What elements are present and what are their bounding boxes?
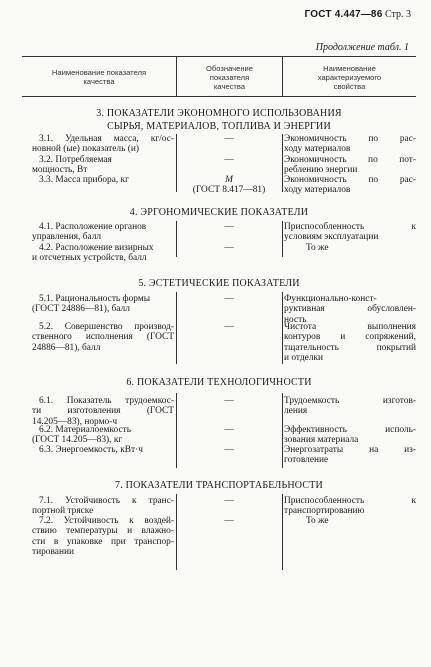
table-row-4-1-name: 4.1. Расположение органов управления, балл: [32, 222, 147, 243]
section-3-divider-2: [282, 134, 283, 192]
table-row-6-3-characteristic: Энергозатраты на из- готовление: [284, 445, 416, 466]
table-row-6-2-designation: —: [224, 425, 234, 435]
table-row-7-1-name: 7.1. Устойчивость к транс- портной тряске: [32, 496, 174, 517]
section-title-3: 3. ПОКАЗАТЕЛИ ЭКОНОМНОГО ИСПОЛЬЗОВАНИЯ СЫРЬЯ, МАТЕРИАЛОВ, ТОПЛИВА И ЭНЕРГИИ: [96, 108, 342, 132]
section-4-divider-2: [282, 221, 283, 257]
table-row-5-1-designation: —: [224, 294, 234, 304]
table-row-5-2-name: 5.2. Совершенство производ- ственного исполнения (ГОСТ 24886—81), балл: [32, 322, 174, 353]
table-row-4-1-designation: —: [224, 222, 234, 232]
section-5-divider-2: [282, 292, 283, 364]
table-row-7-2-characteristic: То же: [306, 516, 329, 526]
table-row-5-2-designation: —: [224, 322, 234, 332]
table-row-7-1-designation: —: [224, 496, 234, 506]
table-row-7-2-name: 7.2. Устойчивость к воздей- ствию температуры и влажно- сти в упаковке при транспор- тировании: [32, 516, 174, 558]
table-row-3-2-designation: —: [224, 155, 234, 165]
table-row-3-2-characteristic: Экономичность по пот- реблению энергии: [284, 155, 416, 176]
section-6-divider-1: [176, 393, 177, 468]
table-row-7-1-characteristic: Приспособленность к транспортированию: [284, 496, 416, 517]
table-row-3-1-characteristic: Экономичность по рас- ходу материалов: [284, 134, 416, 155]
table-row-6-2-characteristic: Эффективность исполь- зования материала: [284, 425, 416, 446]
section-5-divider-1: [176, 292, 177, 364]
page-number: Стр. 3: [384, 9, 411, 20]
table-row-5-1-name: 5.1. Рациональность формы (ГОСТ 24886—81), балл: [32, 294, 151, 315]
section-title-6: 6. ПОКАЗАТЕЛИ ТЕХНОЛОГИЧНОСТИ: [126, 377, 312, 388]
page-header: [305, 9, 411, 20]
table-row-6-3-name: 6.3. Энергоемкость, кВт·ч: [39, 445, 143, 455]
section-7-divider-2: [282, 494, 283, 570]
table-row-4-1-characteristic: Приспособленность к условиям эксплуатации: [284, 222, 416, 243]
table-header-rule: [22, 96, 416, 97]
section-title-5: 5. ЭСТЕТИЧЕСКИЕ ПОКАЗАТЕЛИ: [138, 278, 300, 289]
table-row-7-2-designation: —: [224, 516, 234, 526]
table-row-3-1-designation: —: [224, 134, 234, 144]
section-title-7: 7. ПОКАЗАТЕЛИ ТРАНСПОРТАБЕЛЬНОСТИ: [115, 480, 323, 491]
table-row-3-3-name: 3.3. Масса прибора, кг: [39, 175, 129, 185]
table-row-6-1-characteristic: Трудоемкость изготов- ления: [284, 396, 416, 417]
section-title-4: 4. ЭРГОНОМИЧЕСКИЕ ПОКАЗАТЕЛИ: [129, 207, 309, 218]
column-header-name: Наименование показателя качества: [51, 68, 147, 86]
table-row-5-2-characteristic: Чистота выполнения контуров и сопряжений, тщательность покрытий и отделки: [284, 322, 416, 364]
table-continuation-note: Продолжение табл. 1: [315, 42, 409, 53]
table-row-4-2-designation: —: [224, 243, 234, 253]
table-row-3-1-name: 3.1. Удельная масса, кг/ос- новной (ые) показатель (и): [32, 134, 174, 155]
standard-number: ГОСТ 4.447—86: [304, 9, 383, 20]
table-row-6-3-designation: —: [224, 445, 234, 455]
table-row-4-2-name: 4.2. Расположение визирных и отсчетных устройств, балл: [32, 243, 154, 264]
table-top-rule: [22, 56, 416, 57]
table-row-6-2-name: 6.2. Материалоемкость (ГОСТ 14.205—83), кг: [32, 425, 131, 446]
section-7-divider-1: [176, 494, 177, 570]
table-row-6-1-name: 6.1. Показатель трудоемкос- ти изготовления (ГОСТ 14.205—83), нормо-ч: [32, 396, 174, 427]
column-header-designation: Обозначение показателя качества: [206, 64, 253, 91]
table-row-6-1-designation: —: [224, 396, 234, 406]
table-row-3-2-name: 3.2. Потребляемая мощность, Вт: [32, 155, 112, 176]
table-row-3-3-characteristic: Экономичность по рас- ходу материалов: [284, 175, 416, 196]
section-4-divider-1: [176, 221, 177, 257]
table-row-4-2-characteristic: То же: [306, 243, 329, 253]
section-6-divider-2: [282, 393, 283, 468]
section-3-divider-1: [176, 134, 177, 192]
table-row-5-1-characteristic: Функционально-конст- руктивная обусловлен- ность: [284, 294, 416, 325]
table-row-3-3-designation: М (ГОСТ 8.417—81): [192, 175, 266, 196]
column-header-characteristic: Наименование характеризуемого свойства: [317, 64, 382, 91]
